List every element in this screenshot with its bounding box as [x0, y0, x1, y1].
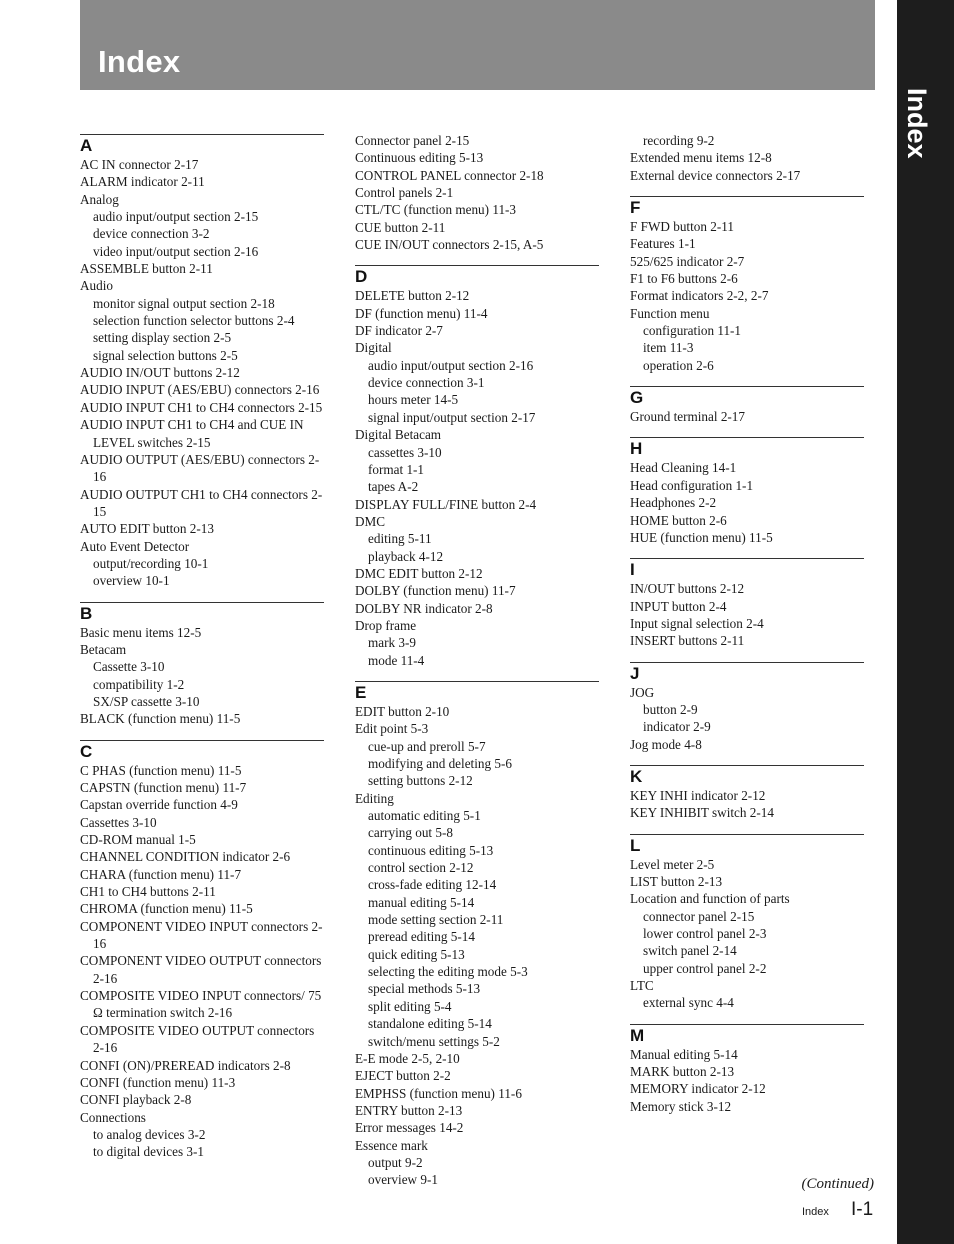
index-entry: CONFI playback 2-8: [80, 1092, 192, 1108]
index-entry: CONFI (ON)/PREREAD indicators 2-8: [80, 1057, 291, 1073]
index-entry: ALARM indicator 2-11: [80, 174, 205, 190]
index-entry: External device connectors 2-17: [630, 167, 801, 183]
index-subentry: SX/SP cassette 3-10: [93, 693, 200, 709]
index-subentry: signal input/output section 2-17: [368, 409, 536, 425]
index-entry: Analog: [80, 191, 119, 207]
index-section: [80, 134, 324, 590]
index-entry: MEMORY indicator 2-12: [630, 1081, 766, 1097]
index-entry: AUDIO INPUT (AES/EBU) connectors 2-16: [80, 382, 320, 398]
index-entry: AUDIO IN/OUT buttons 2-12: [80, 365, 240, 381]
index-section: [355, 681, 599, 1189]
index-subentry: mode 11-4: [368, 652, 425, 668]
index-subentry: device connection 3-2: [93, 226, 210, 242]
section-letter: F: [630, 196, 864, 218]
index-subentry: hours meter 14-5: [368, 392, 459, 408]
index-entry: KEY INHIBIT switch 2-14: [630, 805, 774, 821]
index-entry: COMPONENT VIDEO INPUT connectors 2-16: [80, 918, 323, 952]
index-entry: Edit point 5-3: [355, 721, 429, 737]
index-entry: 525/625 indicator 2-7: [630, 253, 745, 269]
index-subentry: overview 9-1: [368, 1172, 438, 1188]
index-entry: Cassettes 3-10: [80, 814, 157, 830]
index-subentry: preread editing 5-14: [368, 929, 475, 945]
index-entry: Capstan override function 4-9: [80, 797, 238, 813]
index-subentry: to analog devices 3-2: [93, 1126, 206, 1142]
index-entry: F1 to F6 buttons 2-6: [630, 271, 738, 287]
index-subentry: overview 10-1: [93, 573, 170, 589]
side-tab-label: Index: [902, 88, 932, 159]
index-entry: COMPOSITE VIDEO INPUT connectors/ 75 Ω termination switch 2-16: [80, 988, 322, 1021]
index-entry: EMPHSS (function menu) 11-6: [355, 1085, 522, 1101]
section-letter: I: [630, 558, 864, 580]
index-subentry: special methods 5-13: [368, 981, 481, 997]
index-subentry: operation 2-6: [643, 357, 714, 373]
index-subentry: cue-up and preroll 5-7: [368, 738, 486, 754]
index-subentry: recording 9-2: [643, 133, 715, 148]
index-entry: CHROMA (function menu) 11-5: [80, 901, 253, 917]
index-subentry: output/recording 10-1: [93, 555, 209, 571]
index-entry: Function menu: [630, 305, 710, 321]
section-letter: K: [630, 765, 864, 787]
index-subentry: split editing 5-4: [368, 998, 452, 1014]
index-entry: EDIT button 2-10: [355, 703, 450, 719]
index-subentry: tapes A-2: [368, 479, 419, 495]
index-subentry: control section 2-12: [368, 860, 474, 876]
index-subentry: format 1-1: [368, 461, 425, 477]
index-entry: AUDIO OUTPUT CH1 to CH4 connectors 2-15: [80, 486, 323, 519]
index-subentry: cross-fade editing 12-14: [368, 877, 497, 893]
section-letter: G: [630, 386, 864, 408]
index-entry: CONTROL PANEL connector 2-18: [355, 167, 544, 183]
section-letter: B: [80, 602, 324, 624]
index-subentry: device connection 3-1: [368, 375, 485, 391]
index-subentry: compatibility 1-2: [93, 676, 185, 692]
index-entry: Error messages 14-2: [355, 1120, 464, 1136]
index-entry: INPUT button 2-4: [630, 598, 727, 614]
page-title: Index: [98, 44, 181, 79]
index-subentry: cassettes 3-10: [368, 444, 442, 460]
index-subentry: modifying and deleting 5-6: [368, 756, 512, 771]
index-section: [630, 132, 864, 184]
index-subentry: quick editing 5-13: [368, 946, 465, 962]
index-entry: Control panels 2-1: [355, 185, 454, 201]
index-subentry: setting buttons 2-12: [368, 773, 473, 789]
index-entry: CD-ROM manual 1-5: [80, 832, 196, 848]
index-entry: IN/OUT buttons 2-12: [630, 581, 745, 597]
index-entry: C PHAS (function menu) 11-5: [80, 762, 242, 778]
index-entry: Betacam: [80, 641, 127, 657]
index-entry: Ground terminal 2-17: [630, 409, 745, 425]
index-entry: Continuous editing 5-13: [355, 150, 484, 166]
index-entry: COMPONENT VIDEO OUTPUT connectors 2-16: [80, 953, 322, 986]
index-entry: Head Cleaning 14-1: [630, 460, 737, 476]
index-column-1: [80, 131, 324, 1169]
index-entry: HUE (function menu) 11-5: [630, 529, 773, 545]
index-subentry: button 2-9: [643, 701, 698, 717]
index-subentry: selecting the editing mode 5-3: [368, 964, 528, 980]
index-entry: CUE IN/OUT connectors 2-15, A-5: [355, 237, 544, 253]
index-section: [630, 196, 864, 374]
index-entry: CHARA (function menu) 11-7: [80, 866, 242, 882]
index-entry: AUTO EDIT button 2-13: [80, 521, 214, 537]
index-entry: CAPSTN (function menu) 11-7: [80, 780, 247, 795]
index-section: [630, 834, 864, 1012]
index-subentry: item 11-3: [643, 340, 694, 356]
section-letter: C: [80, 740, 324, 762]
index-entry: COMPOSITE VIDEO OUTPUT connectors 2-16: [80, 1022, 315, 1056]
index-entry: EJECT button 2-2: [355, 1068, 451, 1084]
index-entry: MARK button 2-13: [630, 1064, 735, 1080]
index-entry: Features 1-1: [630, 236, 696, 252]
index-entry: INSERT buttons 2-11: [630, 633, 745, 649]
index-entry: AUDIO INPUT CH1 to CH4 connectors 2-15: [80, 399, 323, 415]
index-entry: CH1 to CH4 buttons 2-11: [80, 884, 216, 900]
index-entry: BLACK (function menu) 11-5: [80, 711, 241, 727]
index-section: [630, 662, 864, 753]
index-subentry: setting display section 2-5: [93, 330, 232, 346]
section-letter: D: [355, 265, 599, 287]
index-subentry: manual editing 5-14: [368, 894, 475, 910]
index-subentry: indicator 2-9: [643, 719, 711, 735]
index-entry: Digital: [355, 340, 392, 356]
index-subentry: editing 5-11: [368, 531, 432, 547]
index-entry: KEY INHI indicator 2-12: [630, 787, 766, 803]
index-subentry: standalone editing 5-14: [368, 1016, 492, 1032]
index-subentry: signal selection buttons 2-5: [93, 347, 238, 363]
index-subentry: switch panel 2-14: [643, 943, 737, 959]
index-entry: Jog mode 4-8: [630, 736, 702, 752]
index-subentry: audio input/output section 2-16: [368, 357, 534, 373]
section-letter: J: [630, 662, 864, 684]
index-subentry: output 9-2: [368, 1154, 423, 1170]
index-entry: DOLBY (function menu) 11-7: [355, 583, 516, 599]
index-subentry: playback 4-12: [368, 548, 444, 564]
index-entry: Input signal selection 2-4: [630, 615, 764, 631]
index-subentry: switch/menu settings 5-2: [368, 1033, 500, 1049]
index-entry: CONFI (function menu) 11-3: [80, 1074, 236, 1090]
index-section: [630, 437, 864, 546]
index-subentry: Cassette 3-10: [93, 659, 165, 675]
index-subentry: automatic editing 5-1: [368, 808, 481, 824]
index-subentry: mark 3-9: [368, 635, 416, 651]
index-entry: HOME button 2-6: [630, 512, 727, 528]
side-tab: [897, 0, 954, 1244]
section-letter: E: [355, 681, 599, 703]
index-subentry: upper control panel 2-2: [643, 960, 767, 976]
index-entry: DMC: [355, 513, 386, 529]
index-entry: LIST button 2-13: [630, 873, 723, 889]
index-entry: DELETE button 2-12: [355, 288, 470, 304]
index-subentry: to digital devices 3-1: [93, 1144, 204, 1160]
index-subentry: video input/output section 2-16: [93, 243, 259, 259]
section-letter: L: [630, 834, 864, 856]
index-column-3: [630, 132, 864, 1123]
index-entry: Memory stick 3-12: [630, 1098, 732, 1114]
index-entry: LTC: [630, 978, 654, 994]
section-letter: H: [630, 437, 864, 459]
header-bar: [80, 0, 875, 90]
index-subentry: monitor signal output section 2-18: [93, 295, 275, 311]
index-entry: Location and function of parts: [630, 891, 790, 907]
index-entry: ASSEMBLE button 2-11: [80, 261, 213, 277]
index-subentry: audio input/output section 2-15: [93, 209, 259, 225]
index-entry: Format indicators 2-2, 2-7: [630, 288, 769, 304]
section-letter: M: [630, 1024, 864, 1046]
index-entry: E-E mode 2-5, 2-10: [355, 1050, 460, 1066]
index-entry: F FWD button 2-11: [630, 219, 734, 235]
index-entry: AUDIO INPUT CH1 to CH4 and CUE IN LEVEL switches 2-15: [80, 417, 304, 450]
index-entry: Drop frame: [355, 617, 417, 633]
index-entry: DF (function menu) 11-4: [355, 305, 488, 321]
index-entry: Manual editing 5-14: [630, 1046, 738, 1062]
page-number: I-1: [851, 1199, 874, 1220]
index-section: [80, 602, 324, 728]
index-section: [630, 1024, 864, 1115]
index-section: [630, 558, 864, 649]
index-entry: DF indicator 2-7: [355, 323, 443, 339]
index-entry: AC IN connector 2-17: [80, 157, 199, 172]
index-subentry: mode setting section 2-11: [368, 912, 504, 928]
index-entry: Digital Betacam: [355, 427, 442, 443]
footer-section-label: Index: [802, 1206, 829, 1218]
index-entry: Connections: [80, 1109, 146, 1125]
index-entry: Basic menu items 12-5: [80, 624, 202, 640]
index-entry: DOLBY NR indicator 2-8: [355, 600, 493, 616]
index-subentry: lower control panel 2-3: [643, 926, 767, 941]
index-entry: Auto Event Detector: [80, 538, 190, 554]
index-subentry: external sync 4-4: [643, 995, 734, 1011]
index-section: [355, 132, 599, 253]
index-subentry: selection function selector buttons 2-4: [93, 313, 295, 329]
index-entry: JOG: [630, 684, 655, 700]
index-entry: ENTRY button 2-13: [355, 1102, 463, 1118]
index-entry: CUE button 2-11: [355, 219, 446, 235]
index-subentry: continuous editing 5-13: [368, 842, 494, 858]
index-subentry: carrying out 5-8: [368, 825, 453, 841]
index-entry: Headphones 2-2: [630, 495, 717, 511]
index-entry: Level meter 2-5: [630, 856, 715, 872]
continued-note: (Continued): [801, 1176, 874, 1192]
index-entry: DISPLAY FULL/FINE button 2-4: [355, 496, 537, 512]
index-entry: CTL/TC (function menu) 11-3: [355, 202, 517, 218]
index-entry: DMC EDIT button 2-12: [355, 565, 483, 581]
index-section: [355, 265, 599, 669]
index-entry: AUDIO OUTPUT (AES/EBU) connectors 2-16: [80, 451, 320, 485]
index-subentry: connector panel 2-15: [643, 908, 755, 924]
index-subentry: configuration 11-1: [643, 323, 742, 339]
index-entry: Head configuration 1-1: [630, 477, 754, 493]
index-entry: Connector panel 2-15: [355, 133, 470, 148]
index-entry: Editing: [355, 790, 394, 806]
index-entry: Extended menu items 12-8: [630, 150, 772, 166]
index-entry: Audio: [80, 278, 113, 294]
index-column-2: [355, 132, 599, 1197]
index-entry: CHANNEL CONDITION indicator 2-6: [80, 849, 291, 865]
index-section: [630, 386, 864, 425]
section-letter: A: [80, 134, 324, 156]
index-section: [80, 740, 324, 1161]
index-entry: Essence mark: [355, 1137, 428, 1153]
index-section: [630, 765, 864, 822]
